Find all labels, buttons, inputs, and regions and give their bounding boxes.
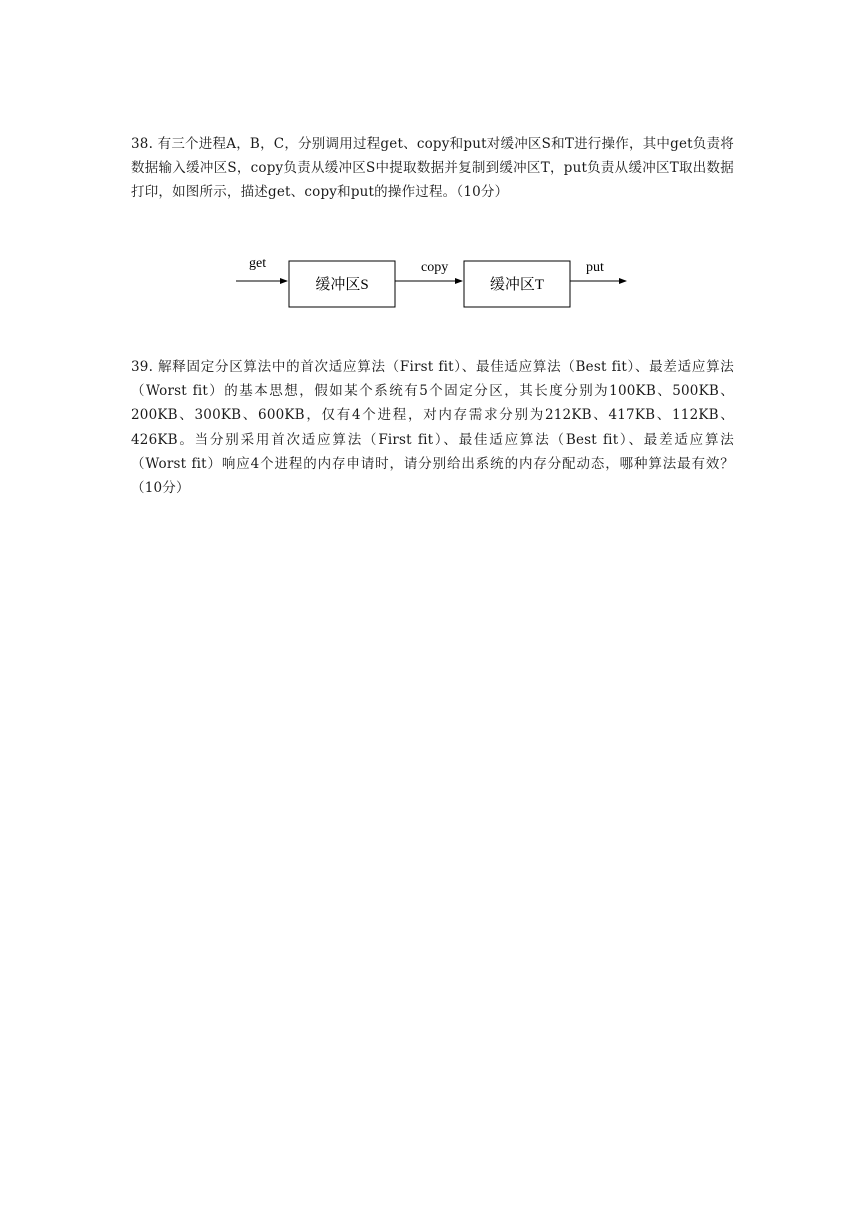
question-39: 39. 解释固定分区算法中的首次适应算法（First fit）、最佳适应算法（Best fit）、最差适应算法（Worst fit）的基本思想，假如某个系统有5个固定分区，其长度分别为100KB、500KB、200KB、300KB、600KB，仅有4个进程，对内存需求分别为212KB、417KB、112KB、426KB。当分别采用首次适应算法（First fit）、最佳适应算法（Best fit）、最差适应算法（Worst fit）响应4个进程的内存申请时，请分别给出系统的内存分配动态，哪种算法最有效？（10分） (131, 359, 734, 497)
question-38: 38. 有三个进程A，B，C，分别调用过程get、copy和put对缓冲区S和T进行操作，其中get负责将数据输入缓冲区S，copy负责从缓冲区S中提取数据并复制到缓冲区T，put负责从缓冲区T取出数据打印，如图所示，描述get、copy和put的操作过程。（10分） (131, 136, 734, 201)
put-label: put (586, 260, 604, 275)
buffer-t-label: 缓冲区T (489, 277, 545, 293)
buffer-flow-diagram (230, 250, 640, 315)
buffer-s-label: 缓冲区S (315, 277, 369, 293)
get-label: get (249, 256, 267, 271)
copy-label: copy (421, 260, 449, 275)
